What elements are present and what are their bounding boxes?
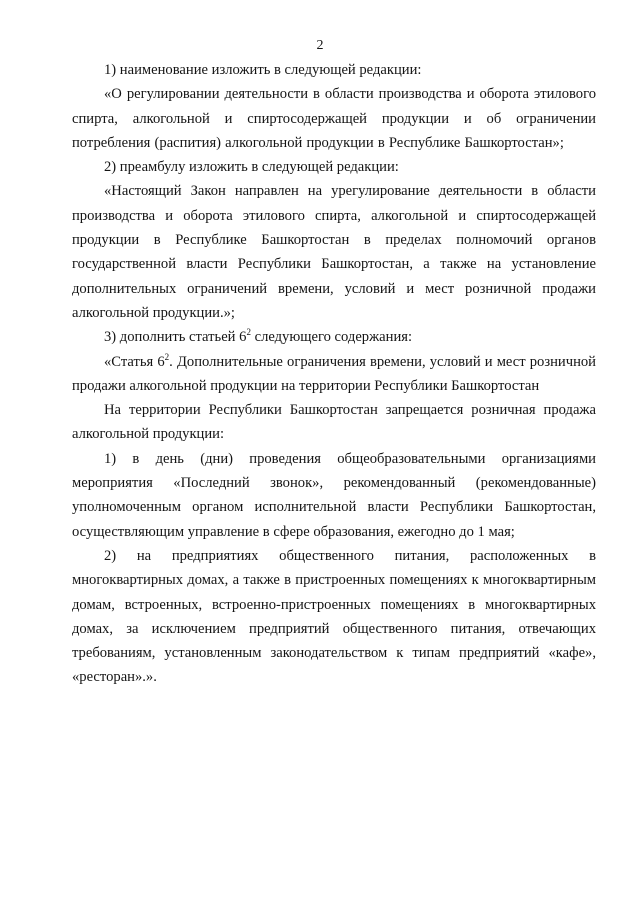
amendment-item-3-text: 3) дополнить статьей 6 <box>104 329 247 346</box>
article-heading-lead: «Статья 6 <box>104 353 165 370</box>
article-clause-2: 2) на предприятиях общественного питания, расположенных в многоквартирных домах, а также в пристроенных помещениях к многоквартирным домам, встроенных, встроенно-пристроенных помещениях в многоквартирных домах, за исключением предприятий общественного питания, отвечающих требованиям, установленным законодательством к типам предприятий «кафе», «ресторан».». <box>72 547 596 686</box>
article-superscript: 2 <box>246 327 251 338</box>
article-heading-superscript: 2 <box>164 351 170 362</box>
quoted-preamble: «Настоящий Закон направлен на урегулирование деятельности в области производства и оборота этилового спирта, алкогольной и спиртосодержащей продукции в Республике Башкортостан в пределах полномочий органов государственной власти Республики Башкортостан, а также на установление дополнительных ограничений времени, условий и мест розничной продажи алкогольной продукции.»; <box>72 183 596 321</box>
amendment-item-2: 2) преамбулу изложить в следующей редакции: <box>104 159 399 176</box>
amendment-item-3 <box>72 325 596 349</box>
article-heading <box>72 350 596 399</box>
amendment-item-3-tail: следующего содержания: <box>250 329 413 346</box>
article-clause-1: 1) в день (дни) проведения общеобразовательными организациями мероприятия «Последний звонок», рекомендованный (рекомендованные) уполномоченным органом исполнительной власти Республики Башкортостан, осуществляющим управление в сфере образования, ежегодно до 1 мая; <box>72 450 596 540</box>
article-heading-text: . Дополнительные ограничения времени, условий и мест розничной продажи алкогольной продукции на территории Республики Башкортостан <box>72 353 596 394</box>
document-body <box>72 58 596 690</box>
article-intro: На территории Республики Башкортостан запрещается розничная продажа алкогольной продукции: <box>72 402 596 443</box>
page-number: 2 <box>316 38 324 53</box>
amendment-item-1: 1) наименование изложить в следующей редакции: <box>104 62 422 78</box>
quoted-title: «О регулировании деятельности в области производства и оборота этилового спирта, алкогольной и спиртосодержащей продукции и об ограничении потребления (распития) алкогольной продукции в Республике Башкортостан»; <box>72 86 596 151</box>
